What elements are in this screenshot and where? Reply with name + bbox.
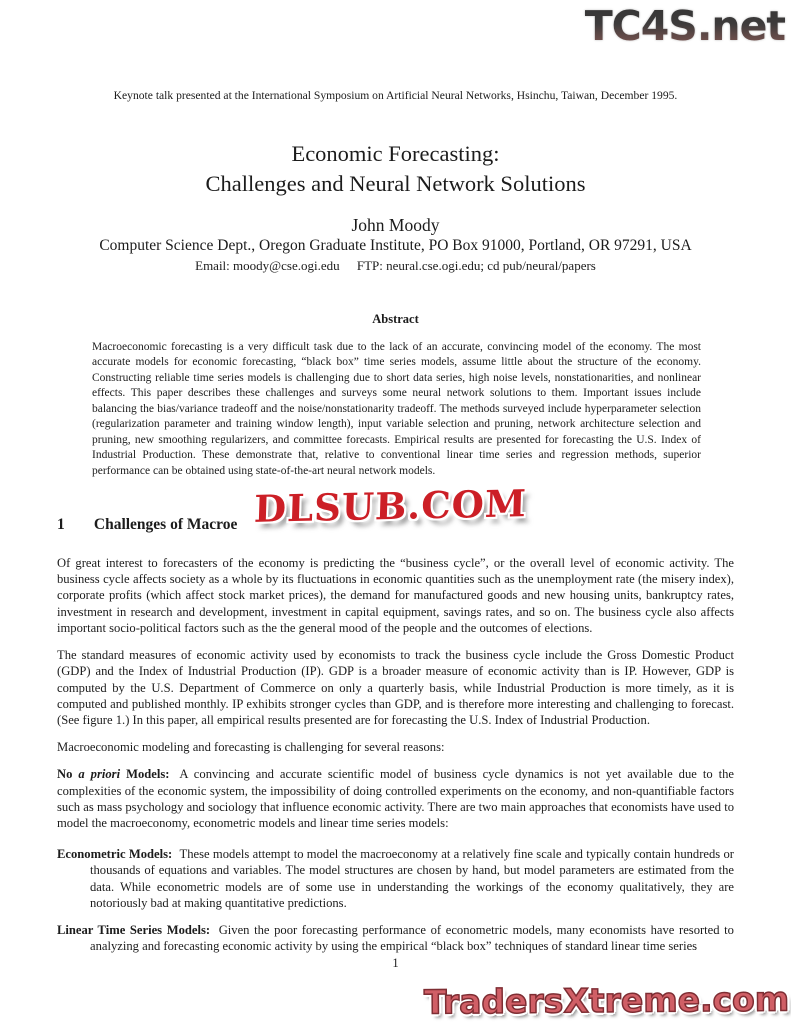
paper-title: [57, 139, 734, 199]
abstract-heading: Abstract: [372, 312, 419, 326]
abstract-text: Macroeconomic forecasting is a very difficult task due to the lack of an accurate, convincing model of the economy. The most accurate models for economic forecasting, “black box” time series models, assume little about the structure of the economy. Constructing reliable time series models is challenging due to short data series, high noise levels, nonstationarities, and nonlinear effects. This paper describes these challenges and surveys some neural network solutions to them. Important issues include balancing the bias/variance tradeoff and the noise/nonstationarity tradeoff. The methods surveyed include hyperparameter selection (regularization parameter and training window length), input variable selection and pruning, network architecture selection and pruning, new smoothing regularizers, and committee forecasts. Empirical results are presented for forecasting the U.S. Index of Industrial Production. These demonstrate that, relative to conventional linear time series and regression methods, superior performance can be obtained using state-of-the-art neural network models.: [92, 341, 701, 477]
econometric-models-text: These models attempt to model the macroeconomy at a relatively fine scale and typically contain hundreds or thousands of equations and variables. The model structures are chosen by hand, but model parameters are estimated from the data. While econometric models are of some use in understanding the workings of the economy qualitatively, they are notoriously bad at making quantitative predictions.: [90, 847, 734, 910]
linear-time-series-label: Linear Time Series Models:: [57, 922, 211, 937]
author-ftp: FTP: neural.cse.ogi.edu; cd pub/neural/papers: [356, 258, 596, 273]
section-1-number: 1: [57, 516, 65, 534]
no-apriori-text: A convincing and accurate scientific model of business cycle dynamics is not yet available due to the complexities of the economic system, the impossibility of doing controlled experiments on the economy, and non-quantifiable factors such as mass psychology and sociology that influence economic activity. There are two main approaches that economists have used to model the macroeconomy, econometric models and linear time series models:: [57, 767, 734, 830]
body-paragraph-3: Macroeconomic modeling and forecasting is challenging for several reasons:: [57, 740, 445, 755]
linear-time-series-text: Given the poor forecasting performance of econometric models, many economists have resorted to analyzing and forecasting economic activity by using the empirical “black box” techniques of standard linear time series: [90, 922, 734, 954]
no-apriori-label-part2: Models:: [126, 767, 170, 782]
linear-time-series-paragraph: [57, 922, 734, 954]
econometric-models-label: Econometric Models:: [57, 847, 173, 862]
tc4s-watermark-logo: TC4S.net: [584, 2, 785, 50]
author-affiliation: Computer Science Dept., Oregon Graduate Institute, PO Box 91000, Portland, OR 97291, USA: [99, 237, 692, 254]
body-paragraph-1: Of great interest to forecasters of the economy is predicting the “business cycle”, or the overall level of economic activity. The business cycle affects society as a whole by its fluctuations in economic quantities such as the unemployment rate (the misery index), corporate profits (which affect stock market prices), the demand for manufactured goods and new housing units, bankruptcy rates, investment in research and development, investment in capital equipment, savings rates, and so on. The business cycle also affects important socio-political factors such as the the general mood of the people and the outcomes of elections.: [57, 556, 734, 635]
paper-content: [57, 0, 734, 954]
no-apriori-label-italic: a priori: [78, 767, 121, 782]
dlsub-watermark-stamp: DLSUB.COM: [253, 481, 528, 531]
body-paragraph-2: The standard measures of economic activity used by economists to track the business cycle include the Gross Domestic Product (GDP) and the Index of Industrial Production (IP). GDP is a broader measure of economic activity than is IP. However, GDP is computed by the U.S. Department of Commerce on only a quarterly basis, while Industrial Production is more timely, as it is computed and published monthly. IP exhibits stronger cycles than GDP, and is therefore more interesting and challenging to forecast. (See figure 1.) In this paper, all empirical results presented are for forecasting the U.S. Index of Industrial Production.: [57, 648, 734, 727]
author-email: Email: moody@cse.ogi.edu: [195, 258, 340, 273]
keynote-note: Keynote talk presented at the International Symposium on Artificial Neural Networks, Hsinchu, Taiwan, December 1995.: [113, 89, 678, 102]
paper-title-line2: Challenges and Neural Network Solutions: [205, 171, 586, 196]
no-apriori-models-paragraph: [57, 766, 734, 831]
no-apriori-label-part1: No: [57, 767, 73, 782]
section-1-title: Challenges of Macroe: [93, 516, 238, 534]
author-contact: [57, 258, 734, 274]
page-number: 1: [392, 956, 399, 970]
paper-title-line1: Economic Forecasting:: [291, 141, 500, 166]
tradersxtreme-watermark-logo: TradersXtreme.com: [423, 979, 790, 1022]
econometric-models-paragraph: [57, 846, 734, 911]
author-name: John Moody: [351, 215, 440, 235]
